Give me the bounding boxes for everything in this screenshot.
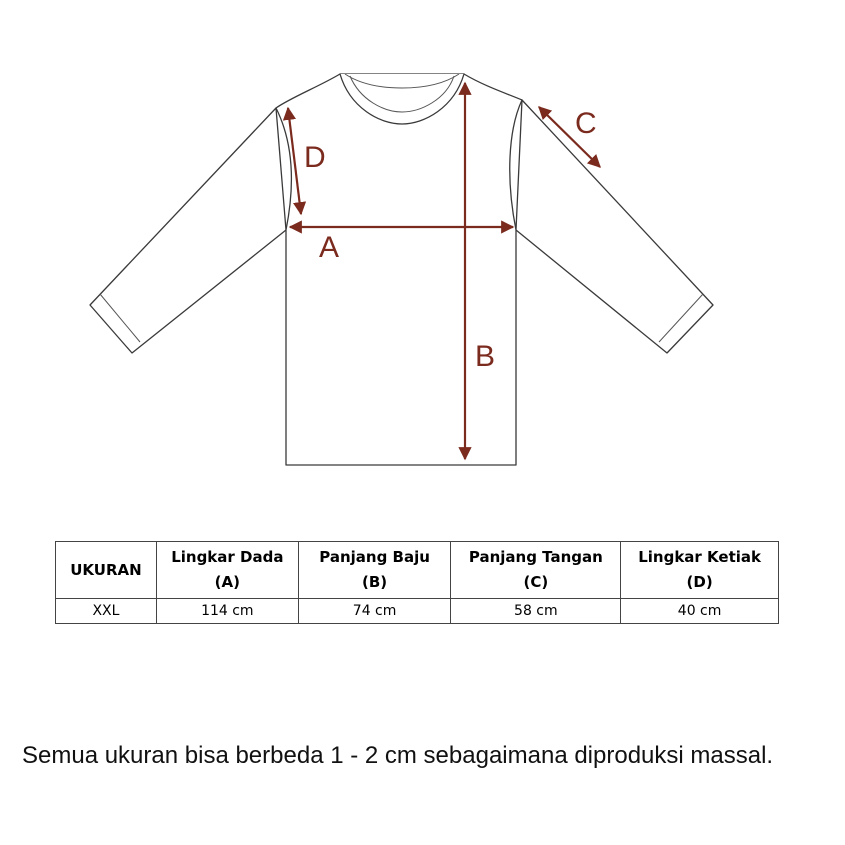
left-sleeve xyxy=(90,108,286,353)
header-chest-code: (A) xyxy=(214,573,240,591)
header-sleeve-length xyxy=(451,542,621,599)
cell-sleeve-length: 58 cm xyxy=(451,599,621,624)
measure-a-label: A xyxy=(319,231,340,264)
table-header-row xyxy=(56,542,779,599)
cell-size: XXL xyxy=(56,599,157,624)
header-armhole-code: (D) xyxy=(686,573,713,591)
header-size-label: UKURAN xyxy=(70,560,142,579)
size-table xyxy=(55,541,779,624)
measure-b-label: B xyxy=(475,340,496,373)
cell-armhole: 40 cm xyxy=(621,599,779,624)
shirt-body xyxy=(276,74,522,465)
cell-chest: 114 cm xyxy=(156,599,298,624)
table-row xyxy=(56,599,779,624)
header-sleeve-length-label: Panjang Tangan xyxy=(468,548,603,566)
header-sleeve-length-code: (C) xyxy=(523,573,549,591)
header-chest xyxy=(156,542,298,599)
header-armhole xyxy=(621,542,779,599)
header-chest-label: Lingkar Dada xyxy=(171,548,284,566)
measure-c-label: C xyxy=(575,107,597,140)
header-size xyxy=(56,542,157,599)
cell-body-length: 74 cm xyxy=(298,599,451,624)
header-body-length-code: (B) xyxy=(362,573,388,591)
size-disclaimer-note: Semua ukuran bisa berbeda 1 - 2 cm sebagaimana diproduksi massal. xyxy=(22,742,774,769)
header-armhole-label: Lingkar Ketiak xyxy=(638,548,761,566)
header-body-length xyxy=(298,542,451,599)
header-body-length-label: Panjang Baju xyxy=(319,548,430,566)
measure-d-label: D xyxy=(304,141,326,174)
